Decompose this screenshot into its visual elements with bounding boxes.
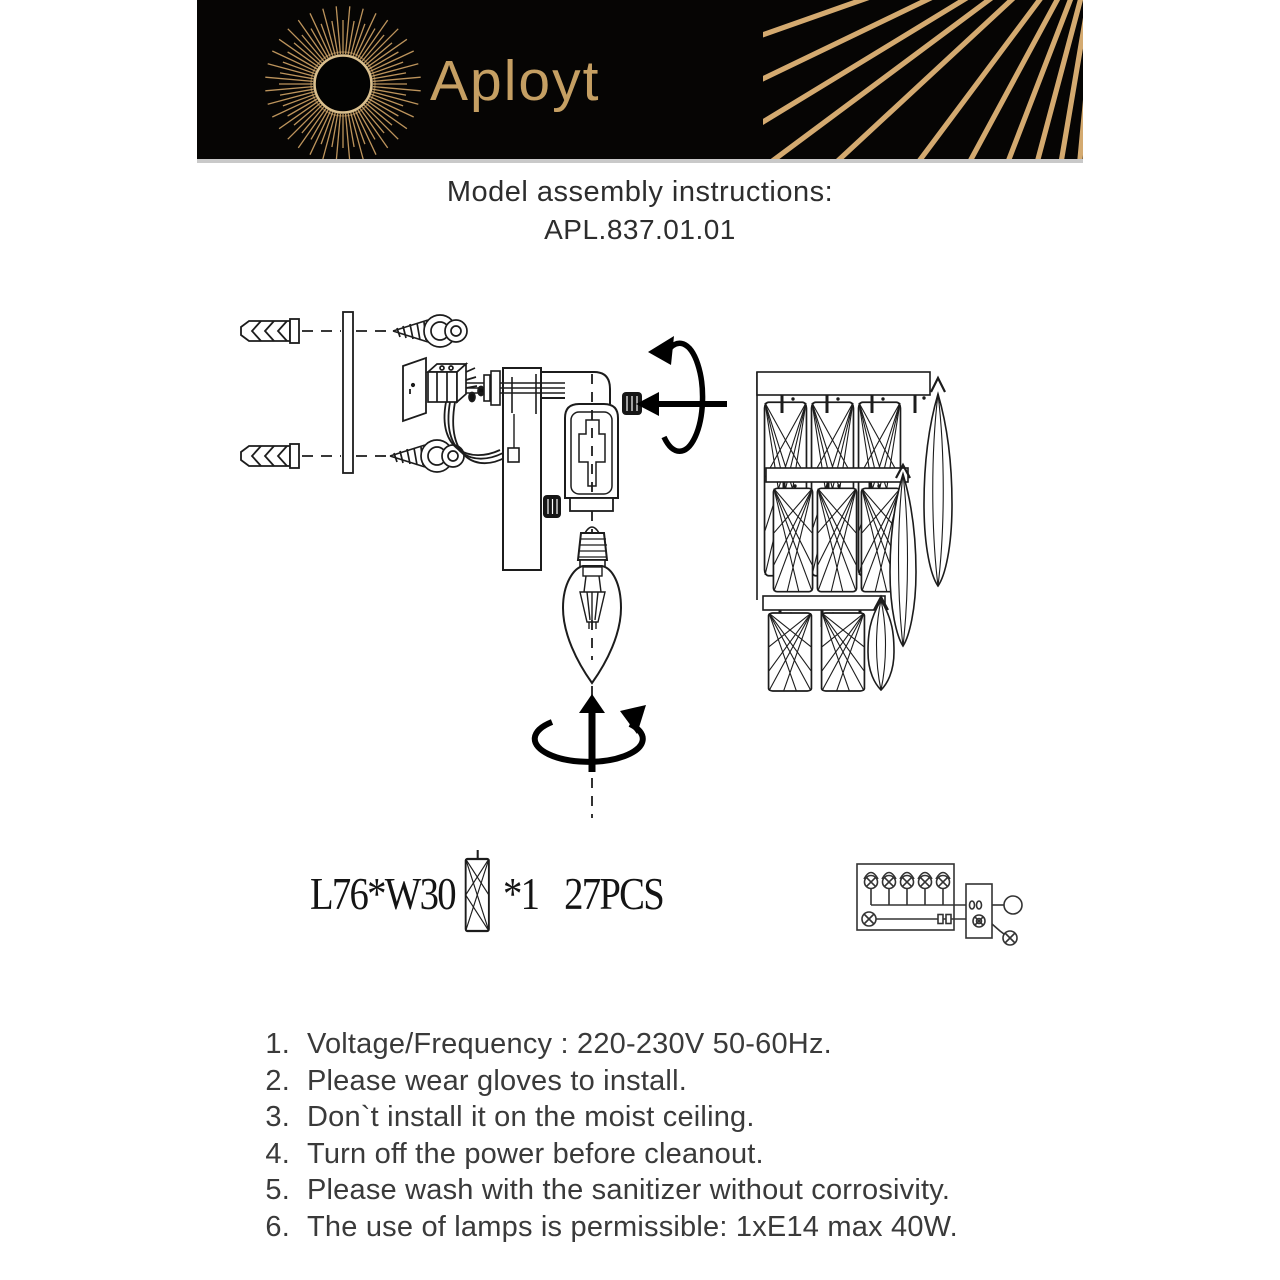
alignment-dashes (302, 331, 391, 456)
mounting-screw-icon (390, 315, 467, 472)
wiring-diagram (857, 864, 1022, 945)
lamp-socket (565, 404, 618, 511)
crystal-leaf-drop (868, 597, 894, 690)
decorative-rays (763, 0, 1083, 159)
rotate-arrow-icon (636, 336, 727, 451)
brand-name: Aployt (430, 49, 601, 113)
instruction-item: 1. Voltage/Frequency : 220-230V 50-60Hz. (265, 1028, 832, 1060)
brand-header (197, 0, 1083, 163)
crystal-panel (757, 372, 952, 691)
instruction-item: 6. The use of lamps is permissible: 1xE14 max 40W. (265, 1210, 958, 1243)
title-block (0, 176, 1280, 246)
instruction-list (248, 1026, 958, 1246)
model-number: APL.837.01.01 (544, 214, 736, 245)
crystal-leaf-drop (890, 465, 916, 646)
crystal-leaf-drop (924, 378, 952, 586)
junction-plate (403, 358, 426, 421)
instruction-item: 5. Please wash with the sanitizer without corrosivity. (265, 1174, 951, 1207)
crystal-dimensions: L76*W30 (310, 869, 455, 919)
instruction-item: 3. Don`t install it on the moist ceiling. (265, 1101, 755, 1134)
wall-bracket (503, 368, 541, 570)
parts-spec (310, 849, 663, 939)
instruction-item: 4. Turn off the power before cleanout. (265, 1137, 764, 1170)
crystal-prism-icon (462, 850, 495, 938)
instruction-item: 2. Please wear gloves to install. (265, 1064, 687, 1097)
lamp-arm (466, 371, 610, 462)
terminal-block (428, 364, 484, 402)
terminal-screws (864, 873, 950, 889)
sunburst-center (316, 57, 370, 111)
rotate-arrow-icon (535, 694, 646, 772)
pieces-count: 27PCS (564, 869, 664, 919)
candle-bulb-icon (563, 527, 621, 683)
bulb-filament (580, 567, 605, 629)
thumbscrew-icon (543, 392, 642, 518)
sunburst-logo-icon (225, 0, 461, 162)
wall-anchor-icon (241, 319, 299, 468)
lamp-wires (444, 402, 506, 463)
page-title: Model assembly instructions: (446, 176, 834, 208)
crystal-quantity: *1 (503, 869, 539, 919)
mounting-strip (343, 312, 353, 473)
